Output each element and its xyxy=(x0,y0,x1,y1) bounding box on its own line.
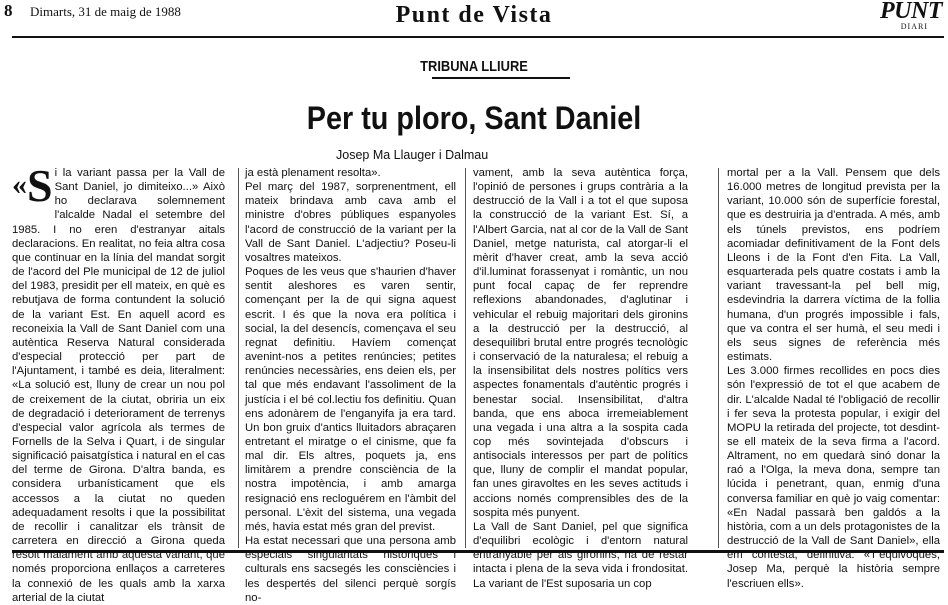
column-text: vament, amb la seva autèntica força, l'opinió de persones i grups contrària a la destrucció de la Vall i a tot el que suposa la construcció de la variant Est. Sí, a l'Albert Garcia, nat al cor de la Vall de Sant Daniel, metge naturista, cal atorgar-li el mèrit d'haver creat, amb la seva acció d'il.luminat forassenyat i romàntic, un nou punt focal capaç de fer reprendre reflexions abandonades, d'aglutinar i vehicular el rebuig majoritari dels gironins a la destrucció per la destrucció, al desequilibri brutal entre progrés tecnològic i conservació de la naturalesa; el rebuig a la insensibilitat dels nostres polítics vers aspectes fonamentals d'autèntic progrés i benestar social. Insensibilitat, d'altra banda, que ens aboca irremeiablement una vegada i una altra a la sospita cada cop més sovintejada d'obscurs i antisocials interessos per part de polítics que, lluny de complir el mandat popular, fan unes giravoltes en les seves actituds i accions només comprensibles des de la sospita més punyent. La Vall de Sant Daniel, pel que significa d'equilibri ecològic i d'entorn natural entranyable per als gironins, ha de restar intacta i plena de la seva vida i frondositat. La variant de l'Est suposaria un cop xyxy=(473,167,688,590)
header-rule xyxy=(12,36,944,38)
article-column-1 xyxy=(12,160,225,604)
article-byline: Josep Ma Llauger i Dalmau xyxy=(336,148,489,162)
kicker-underline xyxy=(432,77,570,79)
page-number: 8 xyxy=(4,1,13,20)
opening-quote: « xyxy=(12,168,27,201)
column-text: i la variant passa per la Vall de Sant Daniel, jo dimiteixo...» Això ho declarava solemnement l'alcalde Nadal el setembre del 1985. I no eren d'estranyar aitals declaracions. En realitat, no feia altra cosa que continuar en la línia del mandat sorgit de l'acord del Ple municipal de 12 de juliol del 1983, presidit per ell mateix, en què es rebutjava de forma contundent la solució de la variant Est. En aquell acord es reconeixia la Vall de Sant Daniel com una autèntica Reserva Natural considerada d'especial protecció per part de l'Ajuntament, i també es deia, literalment: «La solució est, lluny de crear un nou pol de creixement de la ciutat, obriria un eix de degradació i deteriorament de terrenys d'especial valor agrícola als termes de Fornells de la Selva i Quart, i de singular significació paisatgística i natural en el cas del terme de Girona. D'altra banda, es considera urbanísticament que els accessos a la ciutat no queden adequadament resolts i que la possibilitat de recollir i canalitzar els trànsit de carretera en direcció a Girona queda resolt malament amb aquesta variant, que només proporciona enllaços a carreteres la connexió de les quals amb la xarxa arterial de la ciutat xyxy=(12,167,225,604)
column-text: mortal per a la Vall. Pensem que dels 16.000 metres de longitud prevista per la variant, 10.000 són de superfície forestal, que es destruiria ja d'entrada. A més, amb els túnels previstos, ens podríem acomiadar definitivament de la Font dels Lleons i de la Font d'en Fita. La Vall, esquarterada pels quatre costats i amb la variant travessant-la pel bell mig, esdevindria la darrera víctima de la follia humana, d'un progrés impossible i fals, que va contra el ser humà, el seu medi i els seus signes de referència més estimats. Les 3.000 firmes recollides en pocs dies són l'expressió de tot el que acabem de dir. L'alcalde Nadal té l'obligació de recollir i fer seva la protesta popular, i exigir del MOPU la retirada del projecte, tot desdint-se ell mateix de la seva firma a l'acord. Altrament, no em quedarà sinó donar la raó a l'Olga, la meva dona, sempre tan lúcida i penetrant, quan, enmig d'una conversa familiar en què jo vaig comentar: «En Nadal passarà ben galdós a la història, com a un dels protagonistes de la destrucció de la Vall de Sant Daniel», ella em contestà, definitiva: «T'equivoques, Josep Ma, perquè la història sempre l'escriuen ells». xyxy=(727,167,940,590)
column-text: ja està plenament resolta». Pel març del 1987, sorprenentment, ell mateix brindava amb cava amb el ministre d'obres públiques espanyoles l'acord de construcció de la variant per la Vall de Sant Daniel. L'adjectiu? Poseu-li vosaltres mateixos. Poques de les veus que s'haurien d'haver sentit aleshores es varen sentir, començant per la de qui signa aquest escrit. I és que la nova era política i social, la del desencís, començava el seu regnat definitiu. Havíem començat avenint-nos a petites renúncies; petites renúncies necessàries, ens deien els, per tal que més endavant l'assoliment de la justícia i el bé col.lectiu fos definitiu. Quan ens adonàrem de l'enganyifa ja era tard. Un bon gruix d'antics lluitadors abraçaren entretant el miratge o el cinisme, que fa mal dir. Els altres, poquets ja, ens limitàrem a prendre consciència de la nostra impotència, i amb amarga resignació ens recloguérem en l'àmbit del personal. L'èxit del sistema, una vegada més, havia estat més gran del previst. Ha estat necessari que una persona amb especials singularitats històriques i culturals ens sacsegés les consciències i les despertés del silenci perquè sorgís no- xyxy=(245,167,456,604)
article-column-4 xyxy=(727,166,940,590)
dateline: Dimarts, 31 de maig de 1988 xyxy=(30,4,181,19)
newspaper-logo xyxy=(870,0,942,31)
footer-rule xyxy=(12,550,944,553)
article-body xyxy=(12,160,942,604)
logo-main-text: PUNT xyxy=(880,0,942,24)
section-title: Punt de Vista xyxy=(395,2,553,28)
page-header xyxy=(0,0,948,40)
article-headline: Per tu ploro, Sant Daniel xyxy=(306,100,642,136)
article-column-2 xyxy=(245,166,456,604)
logo-sub-text: DIARI xyxy=(900,22,928,31)
article-kicker: TRIBUNA LLIURE xyxy=(420,58,528,75)
article-column-3 xyxy=(473,166,688,590)
drop-cap-block xyxy=(12,160,53,211)
drop-cap: S xyxy=(27,160,53,211)
